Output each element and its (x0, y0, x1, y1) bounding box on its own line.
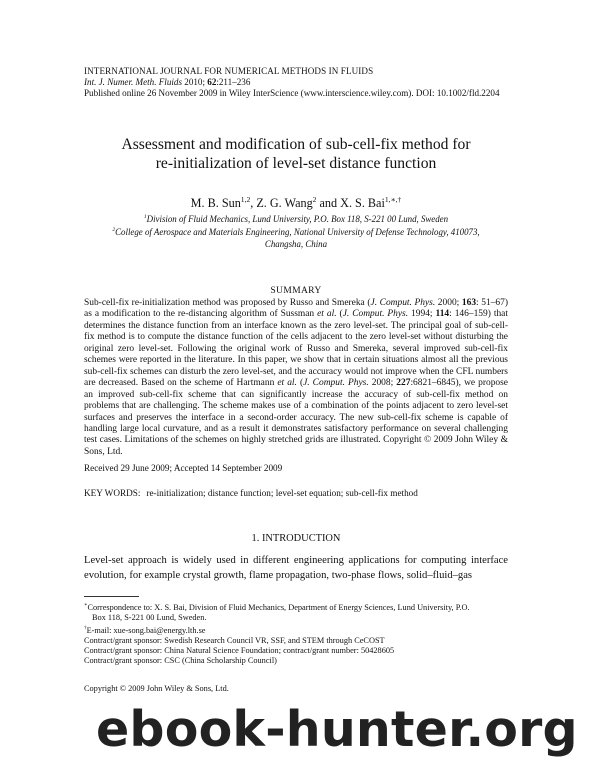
abstract (84, 298, 508, 458)
received-dates: Received 29 June 2009; Accepted 14 September 2009 (84, 463, 283, 473)
sponsor-line: Contract/grant sponsor: Swedish Research Council VR, SSF, and STEM through CeCOST (84, 636, 385, 645)
citation-year: 2010; (182, 77, 208, 87)
abstract-text: ( (296, 378, 304, 389)
correspondence-footnote (84, 600, 516, 613)
ref-volume: 114 (435, 309, 450, 320)
affiliation-2-cont: Changsha, China (264, 238, 328, 249)
abstract-text: Sub-cell-fix re-initialization method was proposed by Russo and Smereka ( (84, 298, 371, 308)
author-2-affil: 2 (312, 195, 317, 204)
journal-header (84, 66, 524, 99)
affiliation-2-text: College of Aerospace and Materials Engineering, National University of Defense Technology, 410073, (115, 227, 480, 238)
journal-name: INTERNATIONAL JOURNAL FOR NUMERICAL METHODS IN FLUIDS (84, 66, 374, 76)
footnote-rule (84, 596, 139, 597)
footnote-text: E-mail: xue-song.bai@energy.lth.se (86, 625, 206, 635)
abstract-text: 2008; (368, 378, 397, 389)
citation-pages: :211–236 (216, 77, 251, 87)
abstract-text: ( (336, 309, 343, 320)
affiliation-2-mark: 2 (112, 227, 116, 234)
author-3-affil: 1,∗,† (384, 195, 402, 204)
sponsor-line: Contract/grant sponsor: China Natural Science Foundation; contract/grant number: 50428605 (84, 646, 395, 656)
sponsor-line: Contract/grant sponsor: CSC (China Scholarship Council) (84, 656, 277, 666)
affiliation-1-mark: 1 (143, 214, 147, 220)
ref-volume: 227 (396, 378, 411, 389)
summary-heading: SUMMARY (270, 285, 322, 296)
affiliations (60, 212, 532, 250)
keywords-label: KEY WORDS: (84, 488, 141, 498)
citation-volume: 62 (207, 77, 217, 87)
author-sep-2: and (316, 196, 341, 211)
correspondence-footnote-cont: Box 118, S-221 00 Lund, Sweden. (92, 612, 207, 622)
abstract-text: : 51–67) as a modification to the re-distancing algorithm of Sussman (84, 298, 509, 320)
abstract-text: 1994; (408, 309, 436, 320)
author-1-affil: 1,2 (240, 195, 251, 204)
grant-sponsors (84, 636, 516, 666)
email-footnote (84, 623, 516, 636)
author-1: M. B. Sun (190, 196, 241, 211)
affiliation-1-text: Division of Fluid Mechanics, Lund University, P.O. Box 118, S-221 00 Lund, Sweden (146, 213, 449, 224)
author-3: X. S. Bai (340, 196, 385, 211)
citation-abbrev: Int. J. Numer. Meth. Fluids (84, 77, 182, 87)
introduction-text: Level-set approach is widely used in different engineering applications for computing interface evolution, for example crystal growth, flame propagation, two-phase flows, solid–fluid–gas (84, 555, 508, 581)
published-line: Published online 26 November 2009 in Wiley InterScience (www.interscience.wiley.com). DOI: 10.1002/fld.2204 (84, 88, 500, 98)
affiliation-2 (60, 225, 532, 238)
abstract-text: : 146–159) that determines the distance function from an interface known as the zero level-set. The principal goal of sub-cell-fix method is to compute the distance function of the cells adjacent to the zero level-set without disturbing the original zero level-set. Following the original work of Russo and Smereka, several improved sub-cell-fix schemes were reported in the literature. In this paper, we show that in certain situations almost all the previous sub-cell-fix schemes can disturb the zero level-set, and the accuracy would not improve when the CFL numbers are decreased. Based on the scheme of Hartmann (84, 309, 508, 389)
copyright: Copyright © 2009 John Wiley & Sons, Ltd. (84, 684, 229, 693)
citation-line (84, 77, 524, 88)
title-line-2: re-initialization of level-set distance function (155, 155, 437, 172)
author-list (60, 195, 532, 211)
ref-journal: J. Comput. Phys. (303, 378, 369, 389)
ref-journal: J. Comput. Phys. (370, 298, 436, 308)
ref-volume: 163 (461, 298, 477, 308)
ref-journal: J. Comput. Phys. (342, 309, 409, 320)
keywords-text: re-initialization; distance function; level-set equation; sub-cell-fix method (146, 488, 418, 498)
footnote-mark: † (84, 624, 87, 631)
et-al: et al. (277, 378, 297, 389)
section-heading-introduction: 1. INTRODUCTION (251, 533, 341, 544)
footnote-text: Correspondence to: X. S. Bai, Division of Fluid Mechanics, Department of Energy Sciences, Lund University, P.O. (87, 602, 470, 612)
paper-title (60, 135, 532, 173)
footnotes (84, 600, 516, 636)
abstract-text: :6821–6845), we propose an improved sub-cell-fix scheme that can significantly increase the accuracy of sub-cell-fix method on problems that are challenging. The scheme makes use of a combination of the points adjacent to zero level-set surfaces and preserves the interface in a second-order accuracy. The new sub-cell-fix scheme is capable of handling large local curvature, and as a result it demonstrates satisfactory performance on several challenging test cases. Limitations of the schemes on highly stretched grids are illustrated. Copyright © 2009 John Wiley & Sons, Ltd. (84, 378, 508, 457)
affiliation-1 (60, 212, 532, 225)
et-al: et al. (317, 309, 337, 320)
author-2: Z. G. Wang (256, 196, 313, 211)
keywords (84, 488, 524, 498)
watermark: ebook-hunter.org (96, 701, 578, 758)
title-line-1: Assessment and modification of sub-cell-fix method for (121, 136, 471, 153)
author-sep-1: , (250, 196, 257, 211)
abstract-text: 2000; (435, 298, 462, 308)
footnote-mark: ∗ (84, 602, 88, 608)
